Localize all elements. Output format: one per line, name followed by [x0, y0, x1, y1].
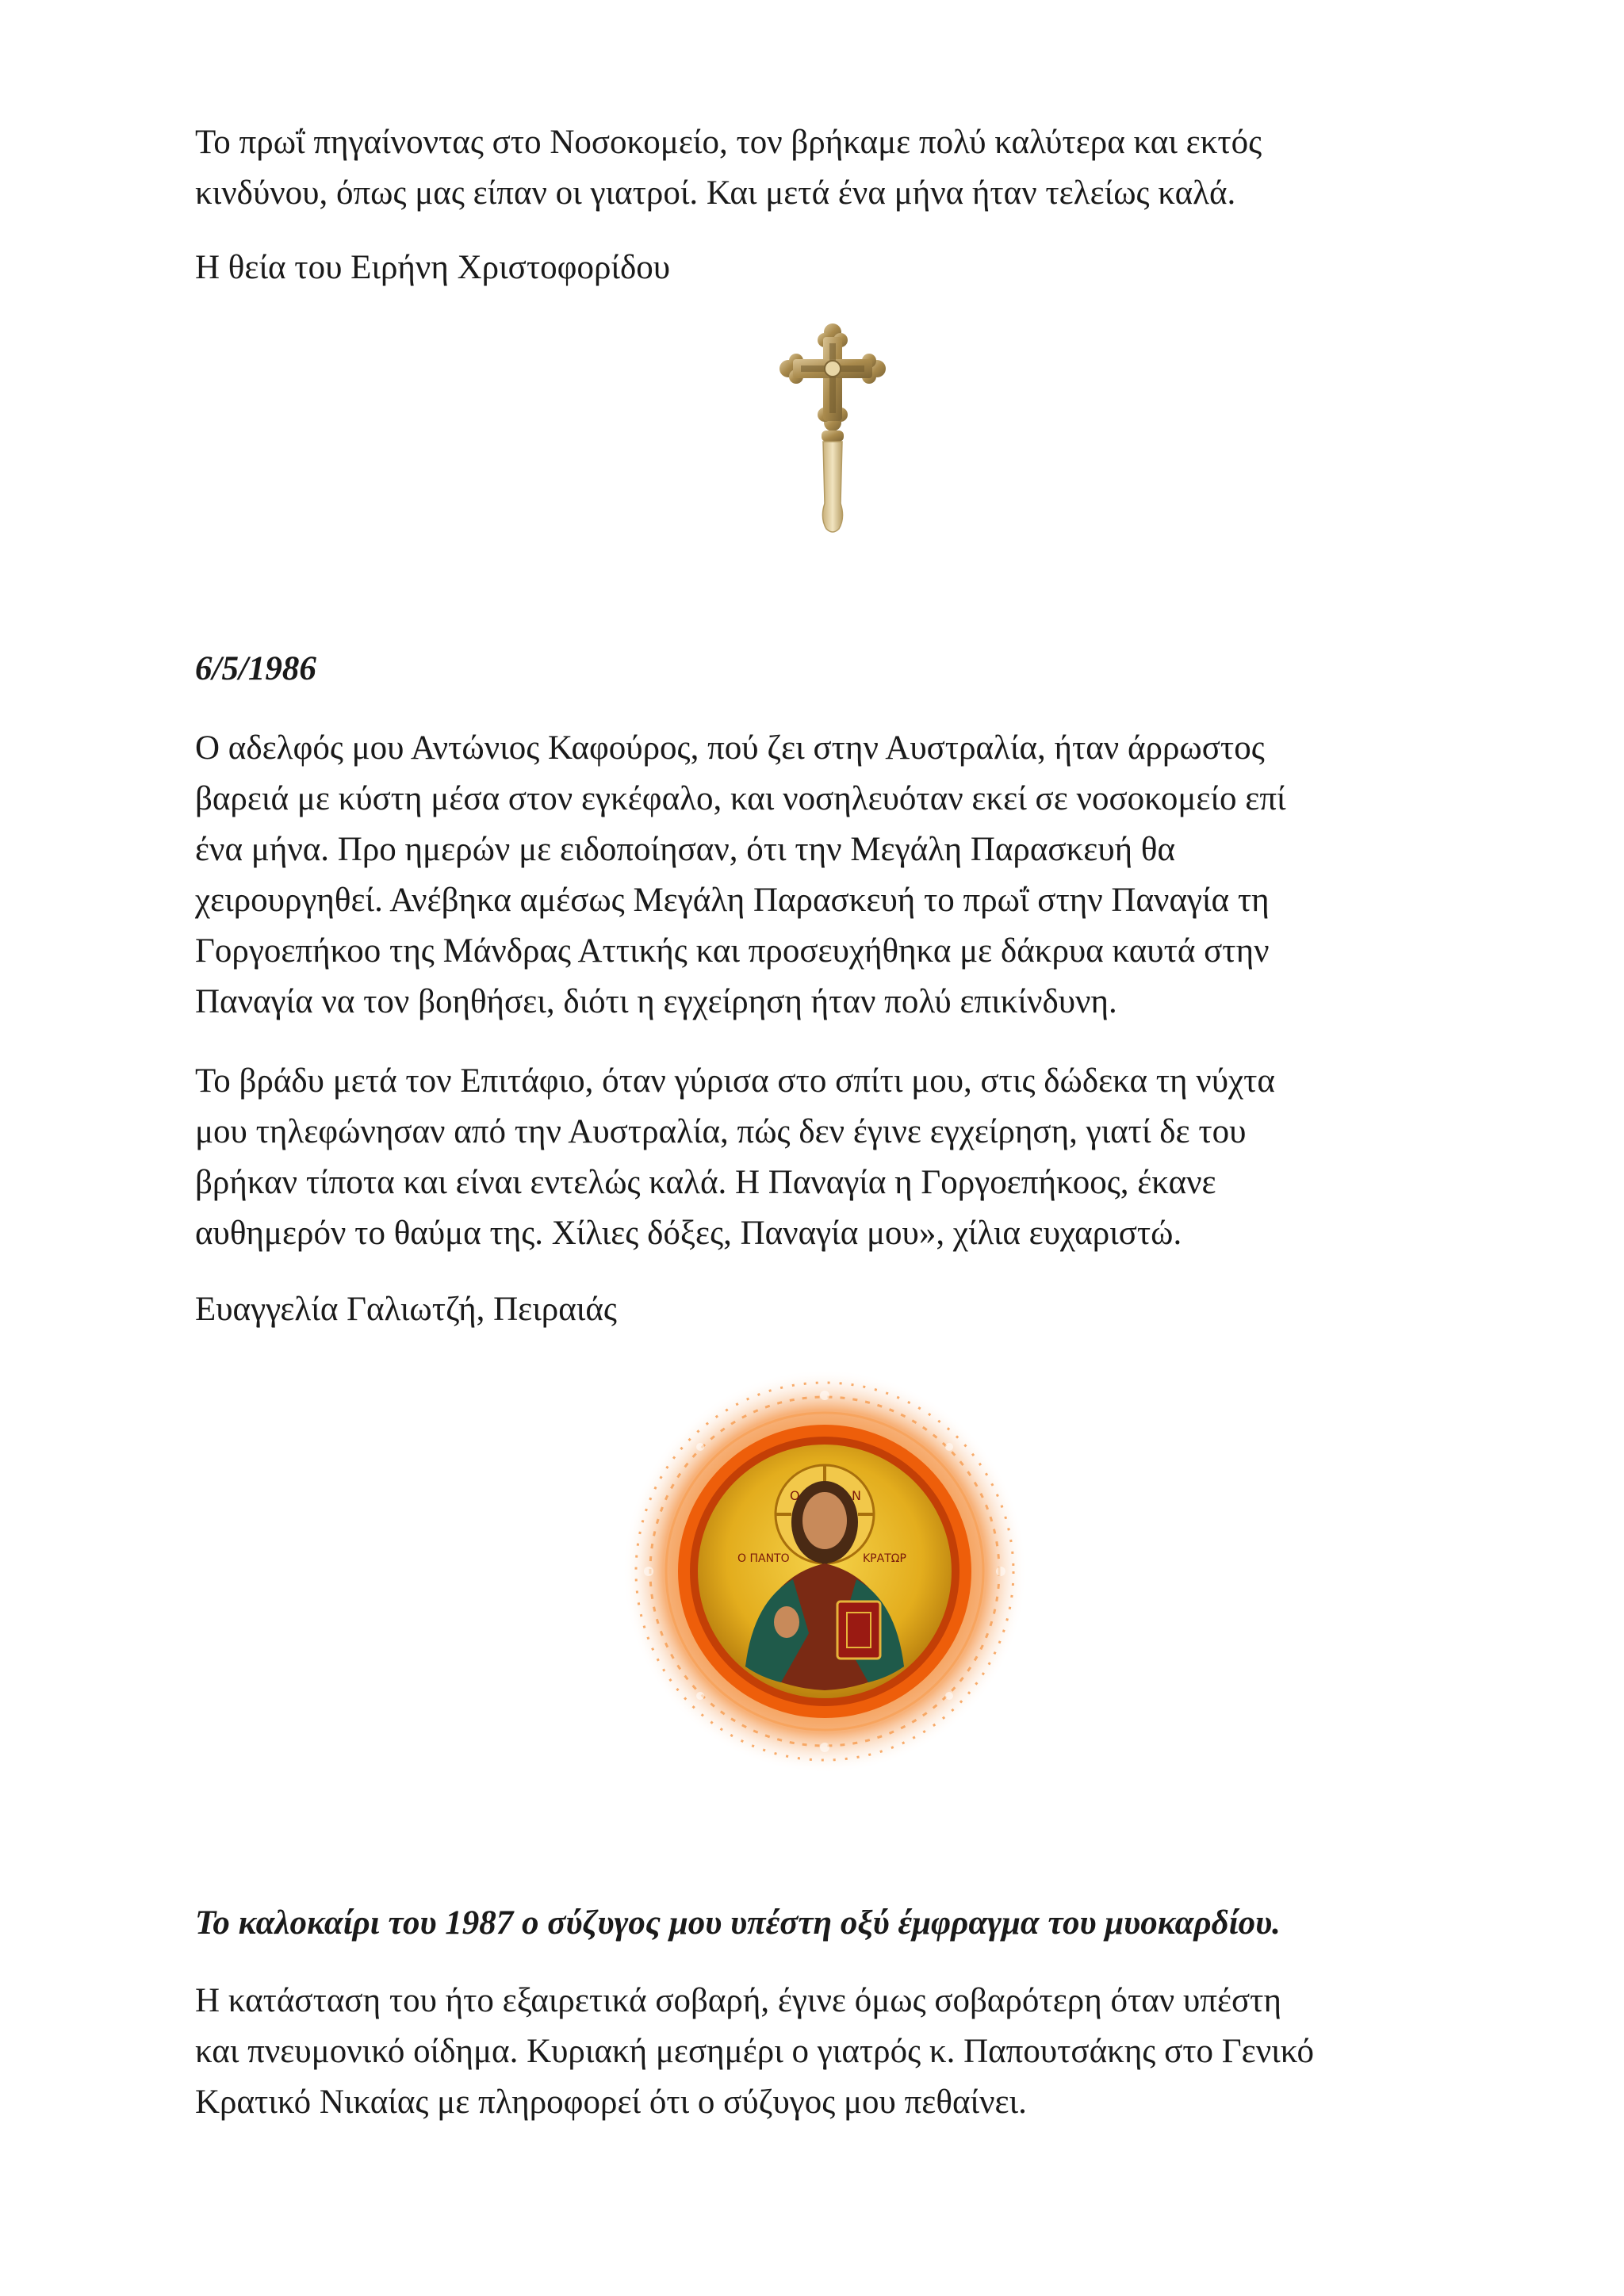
intro-line-1: Το πρωΐ πηγαίνοντας στο Νοσοκομείο, τον βρήκαμε πολύ καλύτερα και εκτός: [195, 124, 1262, 161]
testimony-1986-p2-line-1: Το βράδυ μετά τον Επιτάφιο, όταν γύρισα στο σπίτι μου, στις δώδεκα τη νύχτα: [195, 1062, 1275, 1100]
blessing-cross-image: [777, 321, 888, 535]
testimony-1987-p1-line-2: και πνευμονικό οίδημα. Κυριακή μεσημέρι ο γιατρός κ. Παπουτσάκης στο Γενικό: [195, 2033, 1314, 2070]
icon-inscription-right-bottom: ΚΡΑΤΩΡ: [863, 1552, 906, 1565]
christ-pantocrator-icon-image: [611, 1364, 1039, 1776]
intro-line-2: κινδύνου, όπως μας είπαν οι γιατροί. Και μετά ένα μήνα ήταν τελείως καλά.: [195, 174, 1236, 212]
pantocrator-icon: [611, 1364, 1039, 1776]
icon-inscription-left-bottom: Ο ΠΑΝΤΟ: [737, 1552, 790, 1565]
heading-1987: Το καλοκαίρι του 1987 ο σύζυγος μου υπέστη οξύ έμφραγμα του μυοκαρδίου.: [195, 1904, 1281, 1942]
testimony-1986-p1-line-2: βαρειά με κύστη μέσα στον εγκέφαλο, και νοσηλευόταν εκεί σε νοσοκομείο επί: [195, 780, 1286, 817]
testimony-1986-p1-line-1: Ο αδελφός μου Αντώνιος Καφούρος, πού ζει στην Αυστραλία, ήταν άρρωστος: [195, 729, 1265, 767]
icon-inscription-right-top: Ν: [852, 1488, 861, 1503]
testimony-1986-p1-line-3: ένα μήνα. Προ ημερών με ειδοποίησαν, ότι την Μεγάλη Παρασκευή θα: [195, 831, 1175, 868]
testimony-1986-p2-line-4: αυθημερόν το θαύμα της. Χίλιες δόξες, Παναγία μου», χίλια ευχαριστώ.: [195, 1215, 1182, 1252]
testimony-1987-p1-line-3: Κρατικό Νικαίας με πληροφορεί ότι ο σύζυγος μου πεθαίνει.: [195, 2084, 1027, 2121]
testimony-1986-signature: Ευαγγελία Γαλιωτζή, Πειραιάς: [195, 1291, 617, 1328]
intro-signature: Η θεία του Ειρήνη Χριστοφορίδου: [195, 249, 671, 286]
icon-inscription-left-top: Ο: [790, 1488, 800, 1503]
date-heading-1986: 6/5/1986: [195, 650, 316, 687]
testimony-1986-p1-line-5: Γοργοεπήκοο της Μάνδρας Αττικής και προσευχήθηκα με δάκρυα καυτά στην: [195, 932, 1270, 970]
cross-icon: [777, 321, 888, 535]
testimony-1986-p1-line-4: χειρουργηθεί. Ανέβηκα αμέσως Μεγάλη Παρασκευή το πρωΐ στην Παναγία τη: [195, 882, 1270, 919]
testimony-1987-p1-line-1: Η κατάσταση του ήτο εξαιρετικά σοβαρή, έγινε όμως σοβαρότερη όταν υπέστη: [195, 1982, 1281, 2019]
testimony-1986-p2-line-2: μου τηλεφώνησαν από την Αυστραλία, πώς δεν έγινε εγχείρηση, γιατί δε του: [195, 1113, 1247, 1150]
testimony-1986-p2-line-3: βρήκαν τίποτα και είναι εντελώς καλά. Η Παναγία η Γοργοεπήκοος, έκανε: [195, 1164, 1216, 1201]
testimony-1986-p1-line-6: Παναγία να τον βοηθήσει, διότι η εγχείρηση ήταν πολύ επικίνδυνη.: [195, 983, 1117, 1020]
